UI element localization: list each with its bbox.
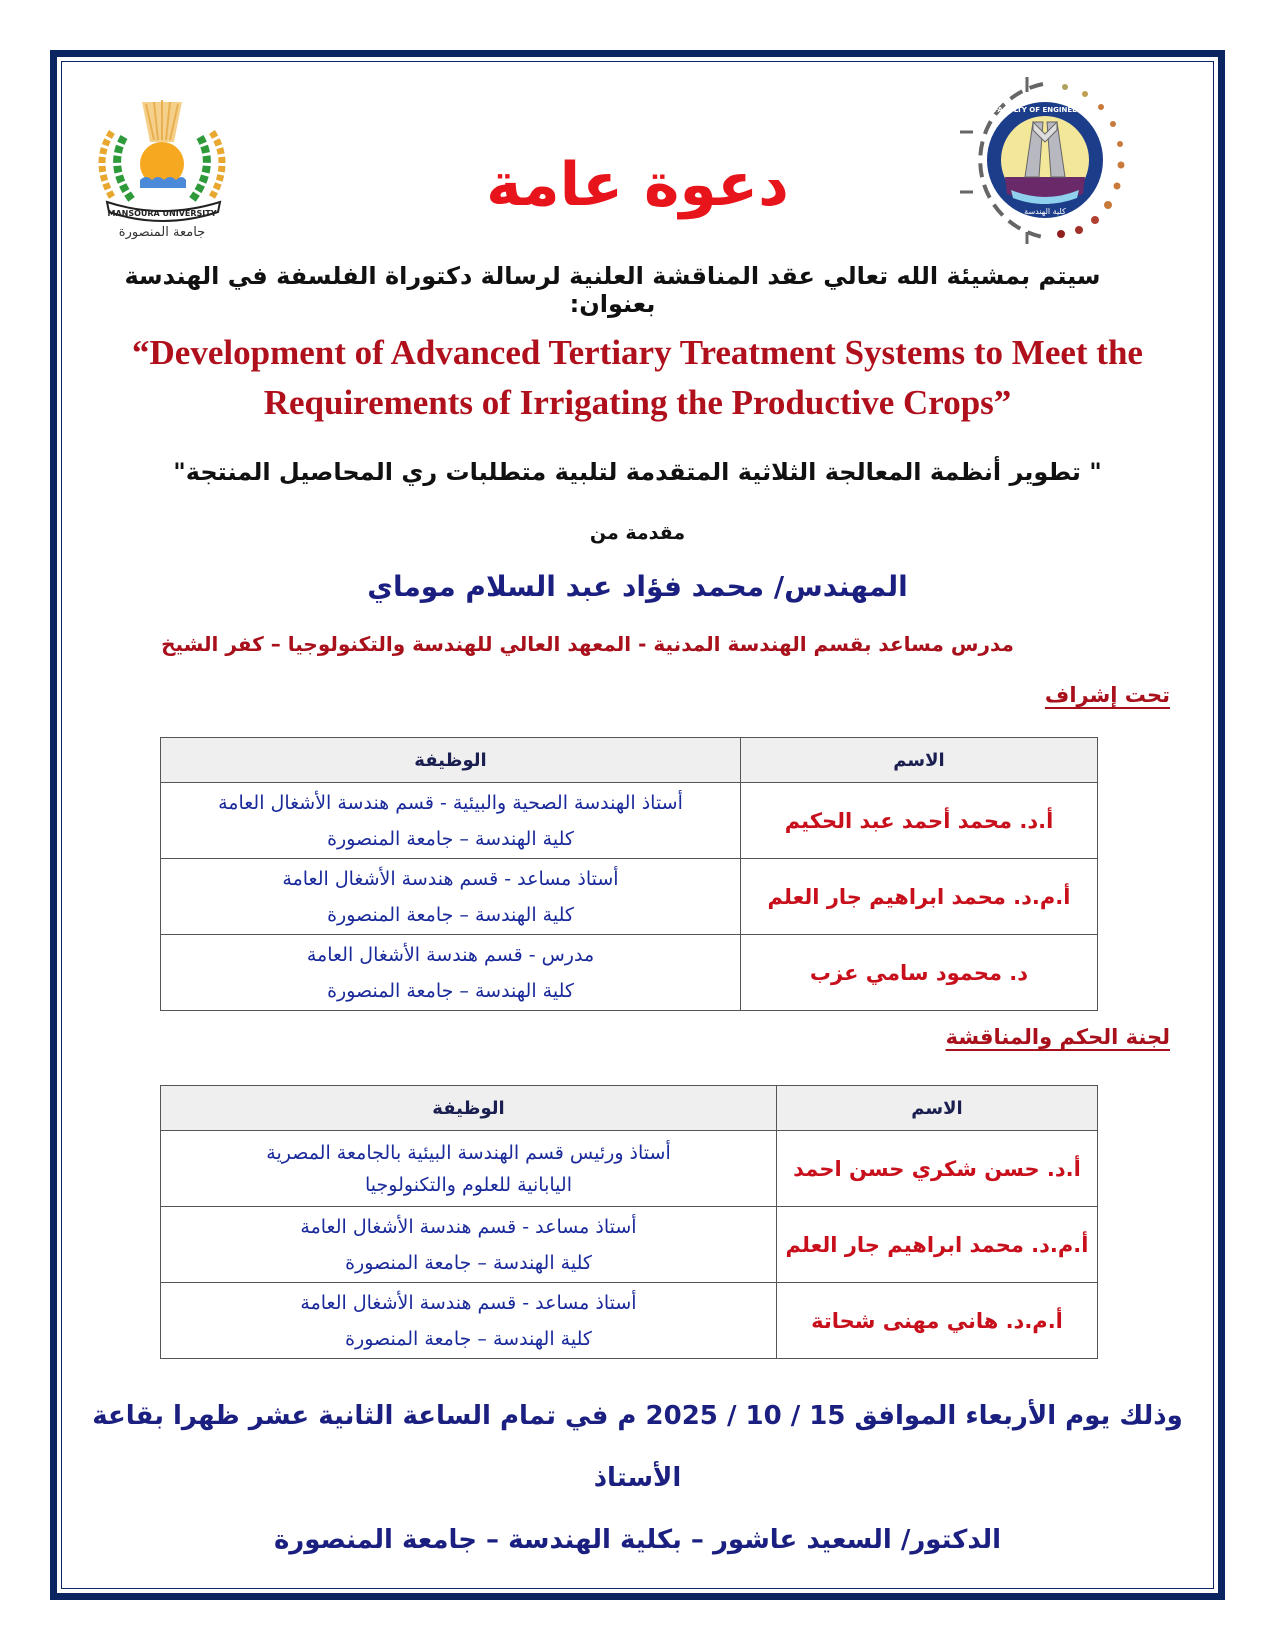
table-row: [161, 1283, 1098, 1359]
committee-member-job: [161, 1131, 777, 1207]
table-row: [161, 783, 1098, 859]
wheat-rays-icon: [142, 100, 182, 142]
committee-member-job: [161, 1207, 777, 1283]
job-line-2: كلية الهندسة – جامعة المنصورة: [327, 979, 574, 1002]
committee-member-name: أ.م.د. محمد ابراهيم جار العلم: [777, 1207, 1098, 1283]
supervisor-name: أ.م.د. محمد ابراهيم جار العلم: [741, 859, 1098, 935]
committee-member-name: أ.م.د. هاني مهنى شحاتة: [777, 1283, 1098, 1359]
invitation-title: دعوة عامة: [486, 150, 789, 220]
table-row: [161, 859, 1098, 935]
table-row: [161, 1207, 1098, 1283]
supervisor-name: أ.د. محمد أحمد عبد الحكيم: [741, 783, 1098, 859]
svg-text:MANSOURA UNIVERSITY: MANSOURA UNIVERSITY: [107, 209, 217, 218]
candidate-name: المهندس/ محمد فؤاد عبد السلام موماي: [367, 570, 908, 603]
presented-by-label: مقدمة من: [589, 522, 686, 544]
thesis-title-english: [70, 328, 1205, 428]
column-header-name: الاسم: [741, 738, 1098, 783]
svg-text:جامعة المنصورة: جامعة المنصورة: [118, 225, 206, 240]
committee-table: [160, 1085, 1098, 1359]
column-header-job: الوظيفة: [161, 1086, 777, 1131]
supervision-table: [160, 737, 1098, 1011]
table-row: [161, 1131, 1098, 1207]
job-line-1: مدرس - قسم هندسة الأشغال العامة: [306, 943, 595, 966]
job-line-2: كلية الهندسة – جامعة المنصورة: [327, 827, 574, 850]
supervisor-job: [161, 935, 741, 1011]
thesis-title-line-2: Requirements of Irrigating the Productive Crops”: [263, 383, 1012, 422]
event-location: الدكتور/ السعيد عاشور – بكلية الهندسة – جامعة المنصورة: [273, 1525, 1002, 1555]
committee-member-job: [161, 1283, 777, 1359]
job-line-1: أستاذ مساعد - قسم هندسة الأشغال العامة: [300, 1215, 637, 1238]
supervisor-job: [161, 783, 741, 859]
job-line-1: أستاذ مساعد - قسم هندسة الأشغال العامة: [282, 867, 619, 890]
supervisor-job: [161, 859, 741, 935]
mansoura-university-logo: [82, 92, 242, 242]
committee-member-name: أ.د. حسن شكري حسن احمد: [777, 1131, 1098, 1207]
supervisor-name: د. محمود سامي عزب: [741, 935, 1098, 1011]
job-line-2: كلية الهندسة – جامعة المنصورة: [327, 903, 574, 926]
svg-text:كلية الهندسة: كلية الهندسة: [1024, 207, 1066, 216]
candidate-affiliation: مدرس مساعد بقسم الهندسة المدنية - المعهد العالي للهندسة والتكنولوجيا – كفر الشيخ: [161, 632, 1014, 656]
table-row: [161, 935, 1098, 1011]
thesis-title-arabic: " تطوير أنظمة المعالجة الثلاثية المتقدمة لتلبية متطلبات ري المحاصيل المنتجة": [173, 458, 1102, 486]
intro-text: سيتم بمشيئة الله تعالي عقد المناقشة العلنية لرسالة دكتوراة الفلسفة في الهندسة بعنوان:: [124, 262, 1101, 318]
job-line-2: كلية الهندسة – جامعة المنصورة: [345, 1327, 592, 1350]
job-line-2: كلية الهندسة – جامعة المنصورة: [345, 1251, 592, 1274]
column-header-job: الوظيفة: [161, 738, 741, 783]
job-line-1: أستاذ مساعد - قسم هندسة الأشغال العامة: [300, 1291, 637, 1314]
table-header-row: [161, 1086, 1098, 1131]
thesis-title-line-1: “Development of Advanced Tertiary Treatment Systems to Meet the: [132, 333, 1143, 372]
job-line-1: أستاذ ورئيس قسم الهندسة البيئية بالجامعة المصرية: [266, 1141, 671, 1164]
column-header-name: الاسم: [777, 1086, 1098, 1131]
table-header-row: [161, 738, 1098, 783]
job-line-1: أستاذ الهندسة الصحية والبيئية - قسم هندسة الأشغال العامة: [218, 791, 683, 814]
event-date-time: وذلك يوم الأربعاء الموافق 15 / 10 / 2025 م في تمام الساعة الثانية عشر ظهرا بقاعة الأستاذ: [92, 1401, 1183, 1493]
job-line-2: اليابانية للعلوم والتكنولوجيا: [365, 1173, 572, 1196]
event-details: [90, 1385, 1185, 1571]
faculty-of-engineering-logo: [955, 72, 1135, 247]
committee-heading: لجنة الحكم والمناقشة: [945, 1025, 1170, 1049]
supervision-heading: تحت إشراف: [1044, 683, 1170, 707]
svg-text:FACULTY OF ENGINEERING: FACULTY OF ENGINEERING: [993, 106, 1097, 114]
